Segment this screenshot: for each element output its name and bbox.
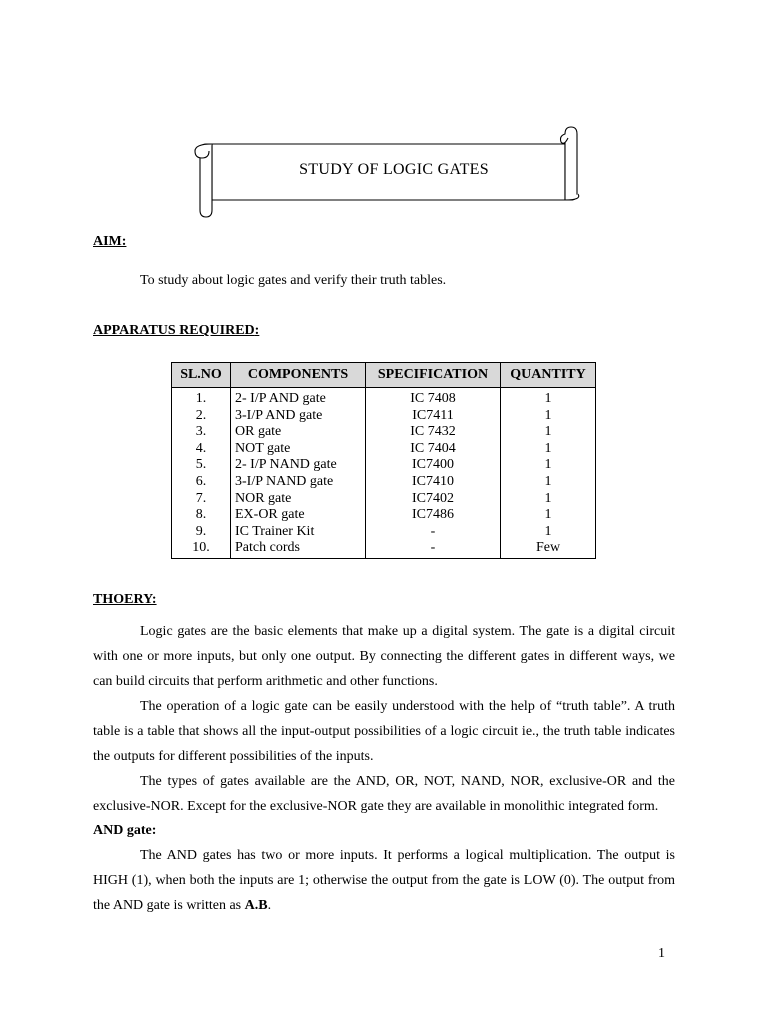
table-row xyxy=(172,540,596,558)
and-gate-expression: A.B xyxy=(244,898,268,913)
cell-sl-no: 1. xyxy=(172,388,231,408)
cell-component: Patch cords xyxy=(231,540,366,558)
theory-paragraph: The types of gates available are the AND, OR, NOT, NAND, NOR, exclusive-OR and the exclusive-NOR. Except for the exclusive-NOR gate they are available in monolithic integrated form. xyxy=(93,774,675,814)
cell-quantity: 1 xyxy=(501,491,596,508)
cell-sl-no: 6. xyxy=(172,474,231,491)
aim-text: To study about logic gates and verify their truth tables. xyxy=(140,273,447,288)
cell-sl-no: 10. xyxy=(172,540,231,558)
cell-quantity: 1 xyxy=(501,524,596,541)
cell-specification: IC 7404 xyxy=(366,441,501,458)
cell-sl-no: 5. xyxy=(172,457,231,474)
theory-heading: THOERY: xyxy=(93,592,157,607)
table-row xyxy=(172,491,596,508)
apparatus-heading-text: APPARATUS REQUIRED xyxy=(93,323,255,338)
cell-specification: IC7410 xyxy=(366,474,501,491)
cell-quantity: 1 xyxy=(501,507,596,524)
cell-component: 3-I/P NAND gate xyxy=(231,474,366,491)
cell-specification: IC 7408 xyxy=(366,388,501,408)
cell-quantity: 1 xyxy=(501,474,596,491)
cell-sl-no: 3. xyxy=(172,424,231,441)
page-number: 1 xyxy=(658,946,665,961)
table-row xyxy=(172,424,596,441)
table-row xyxy=(172,474,596,491)
table-header-row xyxy=(172,363,596,388)
column-header-components: COMPONENTS xyxy=(231,363,366,388)
column-header-specification: SPECIFICATION xyxy=(366,363,501,388)
cell-sl-no: 8. xyxy=(172,507,231,524)
table-row xyxy=(172,457,596,474)
cell-component: NOT gate xyxy=(231,441,366,458)
and-gate-paragraph xyxy=(93,843,675,918)
cell-component: OR gate xyxy=(231,424,366,441)
table-row xyxy=(172,388,596,408)
table-row xyxy=(172,524,596,541)
cell-quantity: Few xyxy=(501,540,596,558)
aim-heading: AIM: xyxy=(93,234,127,249)
cell-specification: IC7411 xyxy=(366,408,501,425)
cell-quantity: 1 xyxy=(501,388,596,408)
cell-component: IC Trainer Kit xyxy=(231,524,366,541)
cell-component: 2- I/P AND gate xyxy=(231,388,366,408)
and-gate-heading: AND gate: xyxy=(93,823,157,838)
theory-paragraph: Logic gates are the basic elements that make up a digital system. The gate is a digital circuit with one or more inputs, but only one output. By connecting the different gates in different ways, we can build circuits that perform arithmetic and other functions. xyxy=(93,624,675,689)
table-row xyxy=(172,408,596,425)
table-row xyxy=(172,441,596,458)
document-title: STUDY OF LOGIC GATES xyxy=(299,161,489,178)
cell-sl-no: 7. xyxy=(172,491,231,508)
cell-specification: IC7400 xyxy=(366,457,501,474)
table-row xyxy=(172,507,596,524)
apparatus-table xyxy=(171,362,596,559)
column-header-sl-no: SL.NO xyxy=(172,363,231,388)
cell-component: EX-OR gate xyxy=(231,507,366,524)
cell-quantity: 1 xyxy=(501,457,596,474)
cell-specification: - xyxy=(366,540,501,558)
cell-quantity: 1 xyxy=(501,441,596,458)
cell-component: 2- I/P NAND gate xyxy=(231,457,366,474)
and-gate-period: . xyxy=(267,898,272,913)
cell-specification: - xyxy=(366,524,501,541)
apparatus-heading xyxy=(93,322,259,340)
cell-specification: IC7486 xyxy=(366,507,501,524)
cell-component: NOR gate xyxy=(231,491,366,508)
apparatus-heading-colon: : xyxy=(254,323,260,338)
cell-sl-no: 4. xyxy=(172,441,231,458)
cell-sl-no: 9. xyxy=(172,524,231,541)
theory-section xyxy=(93,619,675,918)
cell-specification: IC7402 xyxy=(366,491,501,508)
cell-component: 3-I/P AND gate xyxy=(231,408,366,425)
cell-quantity: 1 xyxy=(501,408,596,425)
cell-specification: IC 7432 xyxy=(366,424,501,441)
cell-sl-no: 2. xyxy=(172,408,231,425)
column-header-quantity: QUANTITY xyxy=(501,363,596,388)
cell-quantity: 1 xyxy=(501,424,596,441)
and-gate-text: The AND gates has two or more inputs. It performs a logical multiplication. The output is HIGH (1), when both the inputs are 1; otherwise the output from the gate is LOW (0). The output from the AND gate is written as xyxy=(93,848,675,913)
theory-paragraph: The operation of a logic gate can be easily understood with the help of “truth table”. A truth table is a table that shows all the input-output possibilities of a logic circuit ie., the truth table indicates the outputs for different possibilities of the inputs. xyxy=(93,699,675,764)
